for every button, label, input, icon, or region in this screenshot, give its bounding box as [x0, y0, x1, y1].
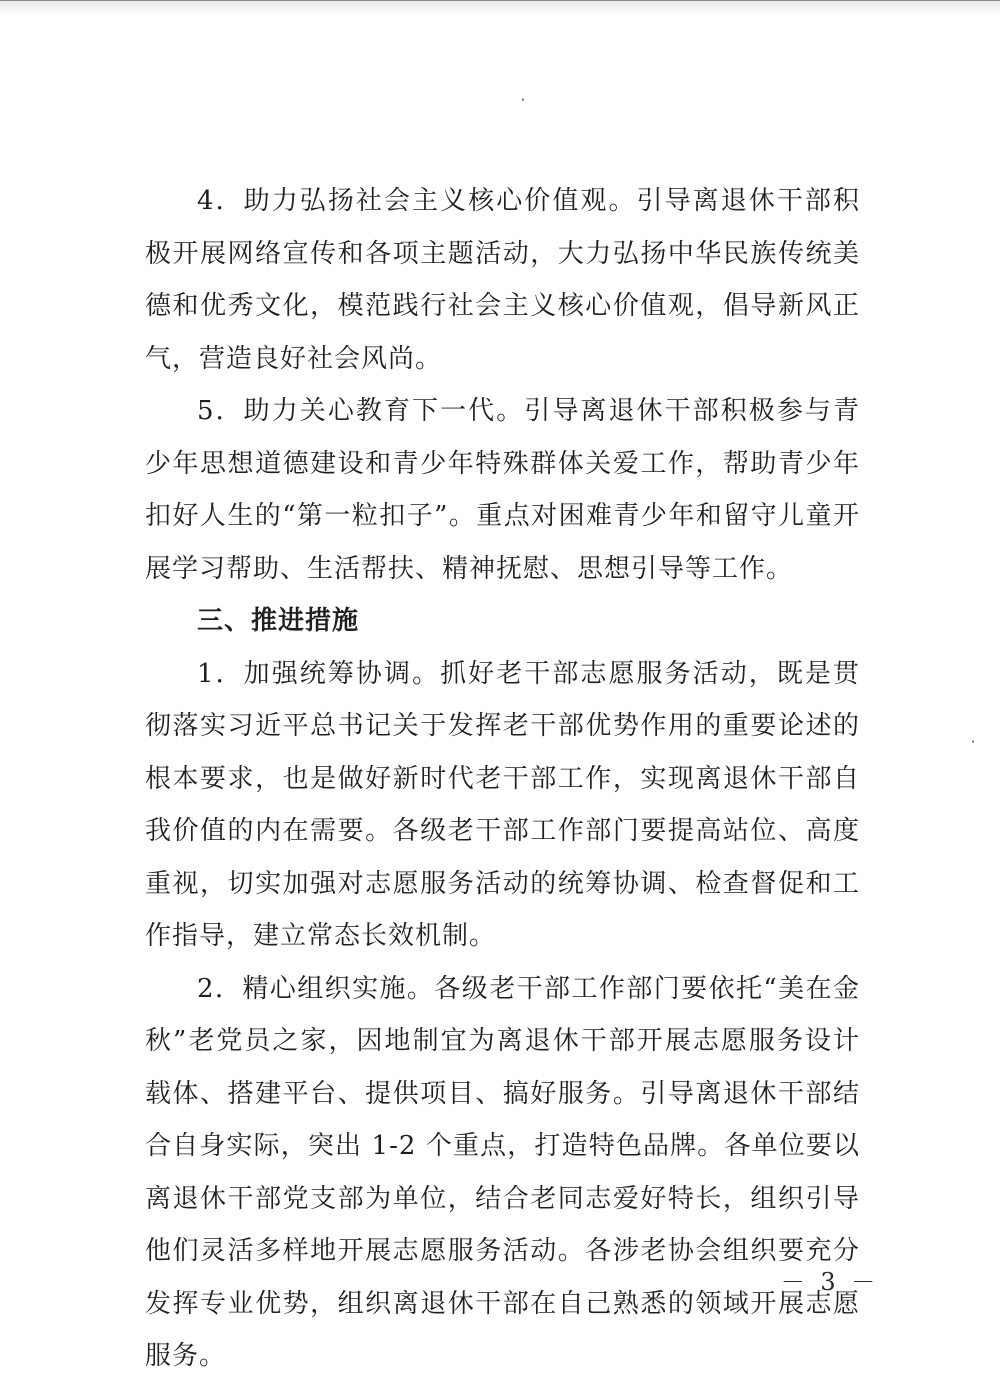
- scan-top-edge: [0, 0, 1000, 17]
- paragraph-measure-2: 2．精心组织实施。各级老干部工作部门要依托“美在金秋”老党员之家，因地制宜为离退休干部开展志愿服务设计载体、搭建平台、提供项目、搞好服务。引导离退休干部结合自身实际，突出 1-2 个重点，打造特色品牌。各单位要以离退休干部党支部为单位，结合老同志爱好特长，组织引导他们灵活多样地开展志愿服务活动。各涉老协会组织要充分发挥专业优势，组织离退休干部在自己熟悉的领域开展志愿服务。: [145, 973, 860, 1371]
- page-number: － 3 －: [780, 1268, 880, 1296]
- paragraph-item-4: 4．助力弘扬社会主义核心价值观。引导离退休干部积极开展网络宣传和各项主题活动，大力弘扬中华民族传统美德和优秀文化，模范践行社会主义核心价值观，倡导新风正气，营造良好社会风尚。: [145, 186, 860, 374]
- paragraph-item-5: 5．助力关心教育下一代。引导离退休干部积极参与青少年思想道德建设和青少年特殊群体关爱工作，帮助青少年扣好人生的“第一粒扣子”。重点对困难青少年和留守儿童开展学习帮助、生活帮扶、精神抚慰、思想引导等工作。: [145, 396, 860, 584]
- section-heading-measures: 三、推进措施: [197, 606, 360, 636]
- paragraph-measure-1: 1．加强统筹协调。抓好老干部志愿服务活动，既是贯彻落实习近平总书记关于发挥老干部优势作用的重要论述的根本要求，也是做好新时代老干部工作，实现离退休干部自我价值的内在需要。各级老干部工作部门要提高站位、高度重视，切实加强对志愿服务活动的统筹协调、检查督促和工作指导，建立常态长效机制。: [145, 658, 860, 951]
- document-body: [145, 175, 860, 1383]
- scan-speck: [522, 98, 524, 101]
- scan-speck: [972, 740, 974, 743]
